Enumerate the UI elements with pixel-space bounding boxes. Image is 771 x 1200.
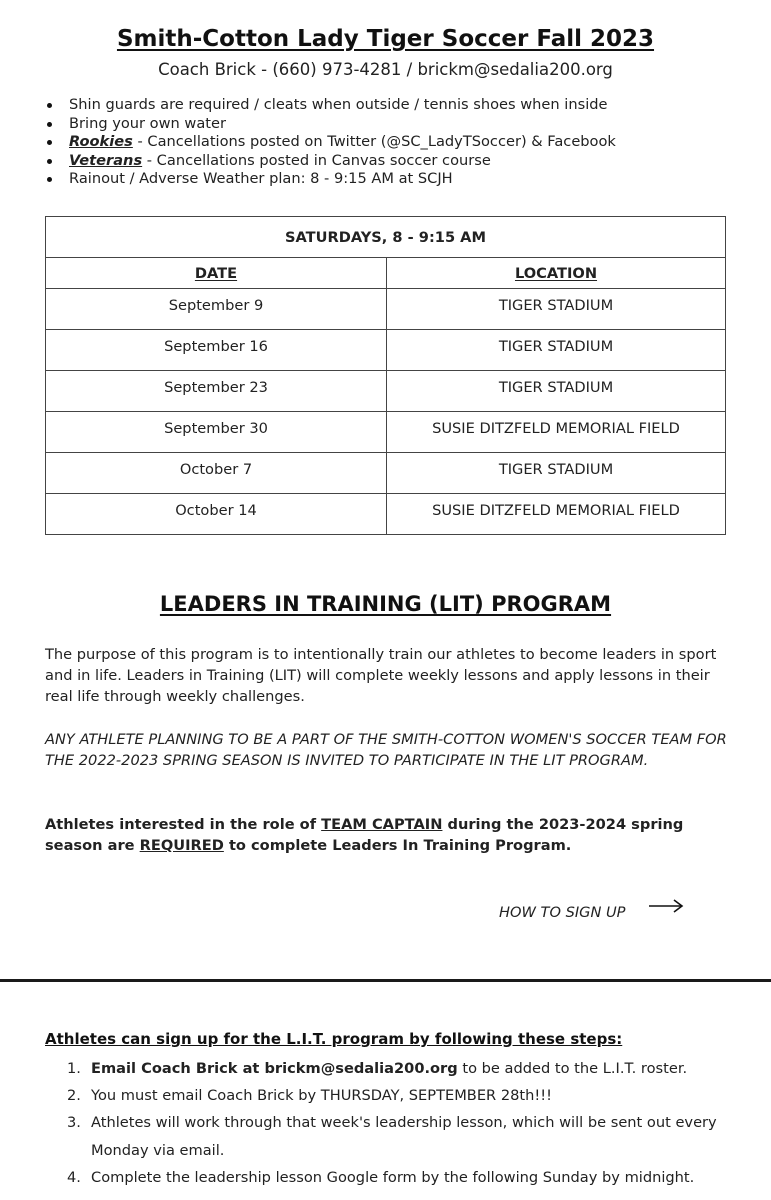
bullet-item [45, 115, 616, 134]
location-cell: TIGER STADIUM [387, 453, 726, 494]
signup-steps-list [45, 1055, 745, 1191]
section-divider [0, 979, 771, 982]
step-email-instruction: Email Coach Brick at brickm@sedalia200.org [91, 1060, 458, 1077]
location-cell: TIGER STADIUM [387, 330, 726, 371]
table-row [46, 412, 726, 453]
location-cell: SUSIE DITZFELD MEMORIAL FIELD [387, 494, 726, 535]
location-cell: SUSIE DITZFELD MEMORIAL FIELD [387, 412, 726, 453]
bullet-item [45, 96, 616, 115]
list-item: 4. Complete the leadership lesson Google form by the following Sunday by midnight. [67, 1169, 695, 1186]
location-cell: TIGER STADIUM [387, 371, 726, 412]
schedule-heading-row [46, 217, 726, 258]
table-row [46, 371, 726, 412]
bullet-item [45, 133, 616, 152]
date-cell: September 23 [46, 371, 387, 412]
date-cell: October 14 [46, 494, 387, 535]
lit-purpose-paragraph: The purpose of this program is to intentionally train our athletes to become leaders in sport and in life. Leaders in Training (LIT) will complete weekly lessons and apply lessons in their real life through weekly challenges. [45, 646, 717, 705]
lit-invite-paragraph: ANY ATHLETE PLANNING TO BE A PART OF THE SMITH-COTTON WOMEN'S SOCCER TEAM FOR THE 2022-2023 SPRING SEASON IS INVITED TO PARTICIPATE IN THE LIT PROGRAM. [45, 731, 727, 769]
bullet-tag-veterans: Veterans [69, 151, 143, 169]
column-header-location: LOCATION [387, 258, 726, 289]
team-captain-emphasis: TEAM CAPTAIN [321, 816, 443, 833]
date-cell: October 7 [46, 453, 387, 494]
date-cell: September 30 [46, 412, 387, 453]
column-header-date: DATE [46, 258, 387, 289]
list-item: 2. You must email Coach Brick by THURSDAY, SEPTEMBER 28th!!! [67, 1087, 552, 1104]
bullet-item [45, 170, 616, 189]
bullet-item [45, 152, 616, 171]
table-row [46, 289, 726, 330]
required-emphasis: REQUIRED [139, 837, 224, 854]
schedule-table [45, 216, 726, 535]
bullet-text: Rainout / Adverse Weather plan: 8 - 9:15 AM at SCJH [69, 170, 453, 187]
how-to-sign-up-label: HOW TO SIGN UP [499, 904, 626, 921]
date-cell: September 9 [46, 289, 387, 330]
lit-section-title: LEADERS IN TRAINING (LIT) PROGRAM [159, 592, 612, 616]
page-title: Smith-Cotton Lady Tiger Soccer Fall 2023 [116, 26, 655, 52]
team-captain-requirement: Athletes interested in the role of TEAM CAPTAIN during the 2023-2024 spring season are REQUIRED to complete Leaders In Training Program. [45, 816, 684, 854]
info-bullet-list [45, 96, 616, 189]
signup-steps-title: Athletes can sign up for the L.I.T. program by following these steps: [45, 1030, 623, 1048]
table-row [46, 330, 726, 371]
right-arrow-icon [648, 896, 684, 916]
schedule-column-headers [46, 258, 726, 289]
list-item: 1. Email Coach Brick at brickm@sedalia200.org to be added to the L.I.T. roster. [67, 1060, 688, 1077]
bullet-text: Bring your own water [69, 114, 227, 132]
coach-contact: Coach Brick - (660) 973-4281 / brickm@sedalia200.org [158, 60, 613, 79]
bullet-text: - Cancellations posted on Twitter (@SC_LadyTSoccer) & Facebook [132, 133, 616, 150]
bullet-text: - Cancellations posted in Canvas soccer course [142, 151, 491, 169]
date-cell: September 16 [46, 330, 387, 371]
location-cell: TIGER STADIUM [387, 289, 726, 330]
table-row [46, 453, 726, 494]
schedule-heading: SATURDAYS, 8 - 9:15 AM [46, 217, 726, 258]
list-item: 3. Athletes will work through that week's leadership lesson, which will be sent out every Monday via email. [67, 1114, 717, 1159]
table-row [46, 494, 726, 535]
bullet-text: Shin guards are required / cleats when outside / tennis shoes when inside [69, 96, 608, 113]
bullet-tag-rookies: Rookies [69, 133, 133, 150]
